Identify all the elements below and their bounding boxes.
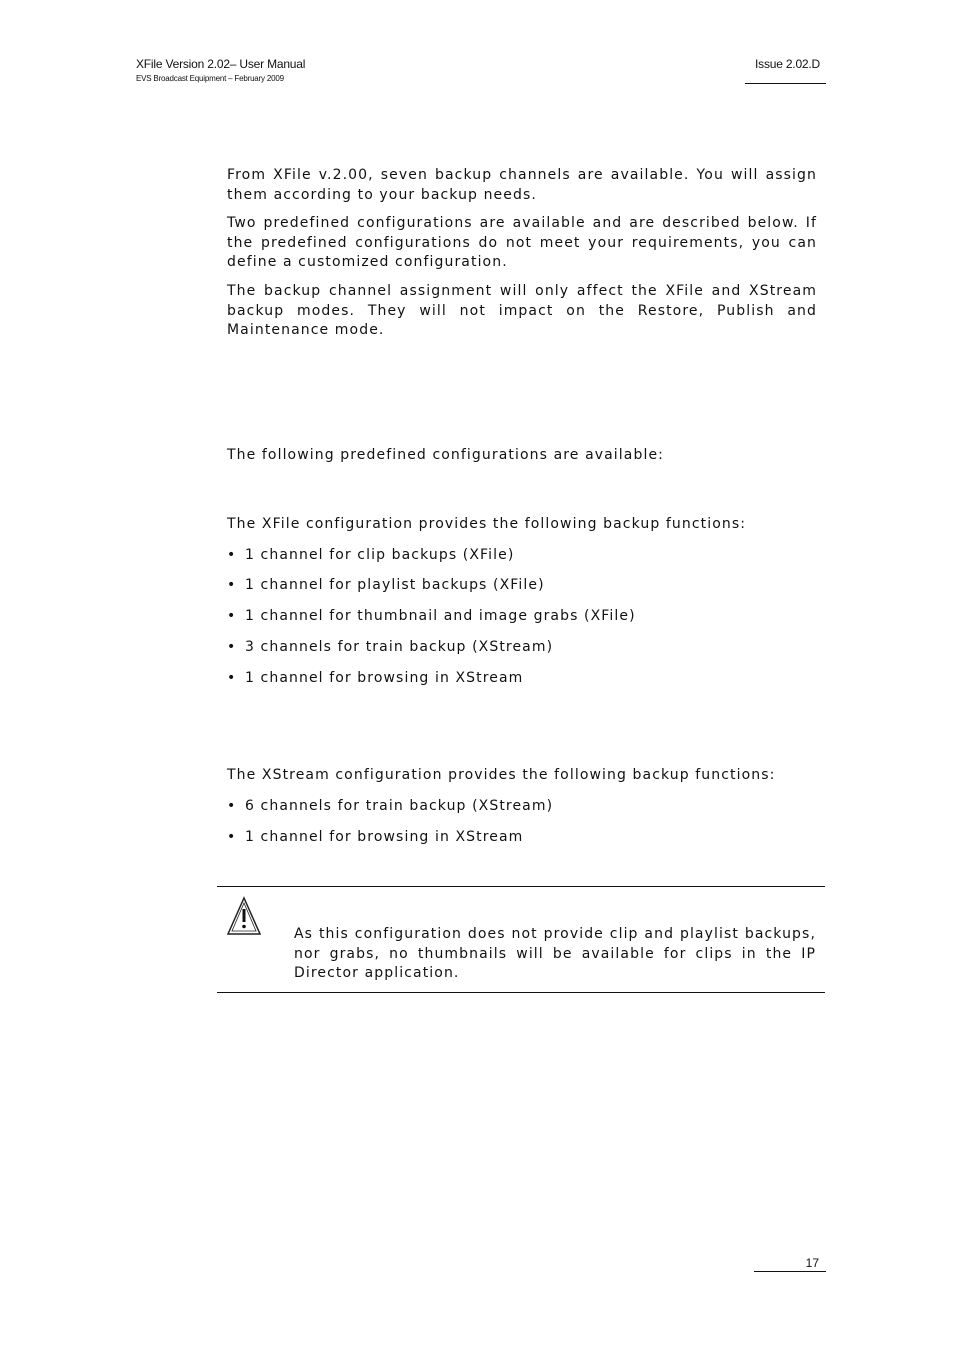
list-item: • 1 channel for thumbnail and image grabs (XFile): [227, 607, 636, 627]
list-item: • 1 channel for browsing in XStream: [227, 669, 523, 689]
bullet-icon: •: [227, 577, 237, 593]
note-top-rule: [217, 886, 825, 887]
header-title: XFile Version 2.02– User Manual: [136, 57, 306, 71]
warning-icon: [226, 896, 262, 936]
list-item: • 1 channel for browsing in XStream: [227, 828, 523, 848]
intro-paragraph-1: From XFile v.2.00, seven backup channels are available. You will assign them according to your backup needs.: [227, 167, 817, 203]
note-text: As this configuration does not provide clip and playlist backups, nor grabs, no thumbnails will be available for clips in the IP Director application.: [294, 926, 816, 981]
bullet-icon: •: [227, 608, 237, 624]
list-item: • 1 channel for playlist backups (XFile): [227, 576, 545, 596]
bullet-icon: •: [227, 829, 237, 845]
header-issue: Issue 2.02.D: [755, 57, 820, 71]
page-number: 17: [805, 1256, 819, 1270]
bullet-icon: •: [227, 670, 237, 686]
header-subtitle: EVS Broadcast Equipment – February 2009: [136, 74, 284, 83]
list-item: • 3 channels for train backup (XStream): [227, 638, 553, 658]
list-item: • 1 channel for clip backups (XFile): [227, 546, 514, 566]
bullet-icon: •: [227, 798, 237, 814]
bullet-icon: •: [227, 547, 237, 563]
note-bottom-rule: [217, 992, 825, 993]
intro-paragraph-2: Two predefined configurations are available and are described below. If the predefined configurations do not meet your requirements, you can define a customized configuration.: [227, 215, 817, 270]
bullet-icon: •: [227, 639, 237, 655]
footer-rule: [754, 1271, 826, 1272]
predefined-intro: The following predefined configurations are available:: [227, 447, 664, 463]
header-rule: [745, 83, 826, 84]
intro-paragraph-3: The backup channel assignment will only affect the XFile and XStream backup modes. They will not impact on the Restore, Publish and Maintenance mode.: [227, 283, 817, 338]
list-item: • 6 channels for train backup (XStream): [227, 797, 553, 817]
xfile-config-intro: The XFile configuration provides the following backup functions:: [227, 516, 747, 532]
xstream-config-intro: The XStream configuration provides the following backup functions:: [227, 767, 776, 783]
